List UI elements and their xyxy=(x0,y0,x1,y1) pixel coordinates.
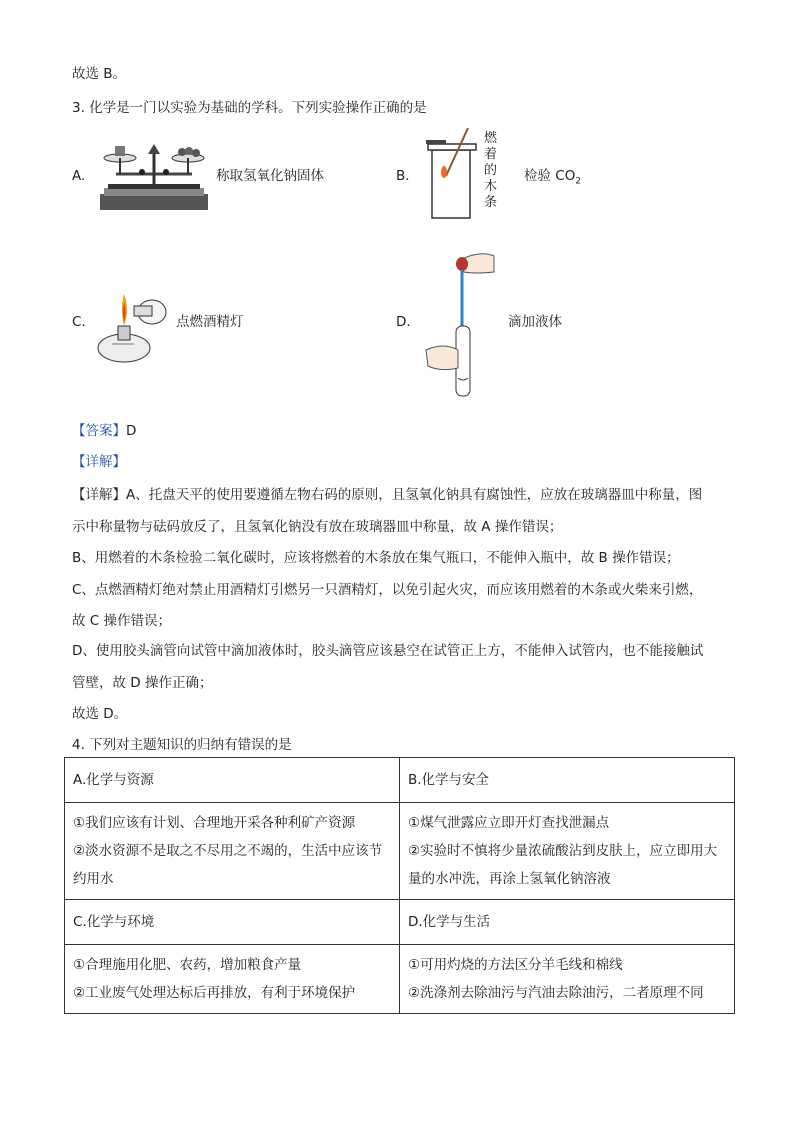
q3-stem: 3. 化学是一门以实验为基础的学科。下列实验操作正确的是 xyxy=(72,100,427,116)
answer-line xyxy=(72,421,136,441)
alcohol-lamp-figure xyxy=(94,282,174,364)
cell-d-item: ②洗涤剂去除油污与汽油去除油污，二者原理不同 xyxy=(408,985,704,1001)
option-b-label-subscript: 2 xyxy=(575,176,582,187)
cell-c-head: C.化学与环境 xyxy=(65,900,400,945)
cell-d-item: ①可用灼烧的方法区分羊毛线和棉线 xyxy=(408,957,623,973)
answer-tag: 【答案】 xyxy=(72,423,126,439)
cell-a-item: ②淡水资源不是取之不尽用之不竭的，生活中应该节约用水 xyxy=(73,843,383,887)
previous-answer-line: 故选 B。 xyxy=(72,66,127,82)
cell-d-body xyxy=(400,945,735,1014)
option-c-letter: C. xyxy=(72,314,86,330)
cell-b-item: ①煤气泄露应立即开灯查找泄漏点 xyxy=(408,815,610,831)
option-a-letter: A. xyxy=(72,168,86,184)
detail-line: 故 C 操作错误； xyxy=(72,613,172,629)
q4-table xyxy=(64,757,735,1014)
cell-b-body xyxy=(400,803,735,900)
q4-stem: 4. 下列对主题知识的归纳有错误的是 xyxy=(72,737,292,753)
detail-line: 【详解】A、托盘天平的使用要遵循左物右码的原则，且氢氧化钠具有腐蚀性，应放在玻璃器皿中称量，图 xyxy=(72,487,703,503)
balance-scale-figure xyxy=(96,136,212,214)
cell-a-item: ①我们应该有计划、合理地开采各种利矿产资源 xyxy=(73,815,356,831)
option-b-label xyxy=(524,166,581,192)
detail-line: B、用燃着的木条检验二氧化碳时，应该将燃着的木条放在集气瓶口，不能伸入瓶中，故 B 操作错误； xyxy=(72,550,680,566)
cell-c-item: ①合理施用化肥、农药，增加粮食产量 xyxy=(73,957,302,973)
detail-tag: 【详解】 xyxy=(72,454,126,470)
detail-line: D、使用胶头滴管向试管中滴加液体时，胶头滴管应该悬空在试管正上方，不能伸入试管内，也不能接触试 xyxy=(72,643,704,659)
option-b-label-text: 检验 CO xyxy=(524,168,576,184)
option-d-label: 滴加液体 xyxy=(508,314,562,330)
cell-b-head: B.化学与安全 xyxy=(400,758,735,803)
cell-c-item: ②工业废气处理达标后再排放，有利于环境保护 xyxy=(73,985,356,1001)
cell-b-item: ②实验时不慎将少量浓硫酸沾到皮肤上，应立即用大量的水冲洗，再涂上氢氧化钠溶液 xyxy=(408,843,718,887)
cell-c-body xyxy=(65,945,400,1014)
detail-line: 示中称量物与砝码放反了，且氢氧化钠没有放在玻璃器皿中称量，故 A 操作错误； xyxy=(72,519,563,535)
cell-d-head: D.化学与生活 xyxy=(400,900,735,945)
detail-line: C、点燃酒精灯绝对禁止用酒精灯引燃另一只酒精灯，以免引起火灾，而应该用燃着的木条或火柴来引燃， xyxy=(72,582,703,598)
answer-value: D xyxy=(126,423,137,439)
burning-stick-text: 燃着的木条 xyxy=(484,131,498,210)
option-c-label: 点燃酒精灯 xyxy=(176,314,244,330)
detail-line: 故选 D。 xyxy=(72,706,128,722)
gas-jar-figure xyxy=(424,128,484,220)
option-b-letter: B. xyxy=(396,168,410,184)
dropper-test-tube-figure xyxy=(420,246,500,400)
cell-a-body xyxy=(65,803,400,900)
detail-line: 管壁，故 D 操作正确； xyxy=(72,675,213,691)
cell-a-head: A.化学与资源 xyxy=(65,758,400,803)
option-d-letter: D. xyxy=(396,314,411,330)
option-a-label: 称取氢氧化钠固体 xyxy=(216,168,324,184)
